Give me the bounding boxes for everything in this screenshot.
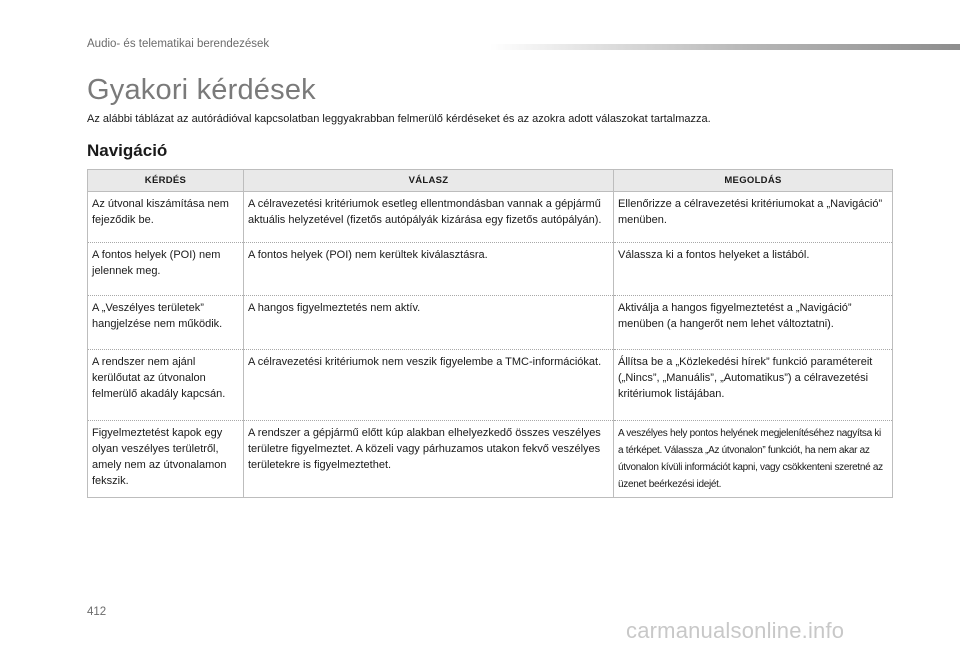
answer-cell: A rendszer a gépjármű előtt kúp alakban elhelyezkedő összes veszélyes területre figyelmeztet. A közeli vagy párhuzamos utakon fekvő veszélyes területekre is figyelmeztethet.	[244, 421, 614, 498]
page-title: Gyakori kérdések	[87, 74, 316, 106]
column-header-answer: VÁLASZ	[244, 170, 614, 192]
question-cell: A „Veszélyes területek” hangjelzése nem működik.	[88, 296, 244, 350]
table-row	[88, 296, 893, 350]
solution-cell: Aktiválja a hangos figyelmeztetést a „Navigáció” menüben (a hangerőt nem lehet változtatni).	[614, 296, 893, 350]
table-row	[88, 421, 893, 498]
answer-cell: A célravezetési kritériumok esetleg ellentmondásban vannak a gépjármű aktuális helyzetével (fizetős autópályák kizárása egy fizetős autópályán).	[244, 192, 614, 243]
faq-table	[87, 169, 893, 498]
section-title: Navigáció	[87, 141, 168, 160]
table-row	[88, 192, 893, 243]
answer-cell: A fontos helyek (POI) nem kerültek kiválasztásra.	[244, 243, 614, 296]
solution-cell: Válassza ki a fontos helyeket a listából.	[614, 243, 893, 296]
answer-cell: A hangos figyelmeztetés nem aktív.	[244, 296, 614, 350]
solution-cell: Ellenőrizze a célravezetési kritériumokat a „Navigáció” menüben.	[614, 192, 893, 243]
column-header-solution: MEGOLDÁS	[614, 170, 893, 192]
running-header: Audio- és telematikai berendezések	[87, 38, 270, 50]
header-gradient-bar	[490, 44, 960, 50]
table-header-row	[88, 170, 893, 192]
question-cell: Az útvonal kiszámítása nem fejeződik be.	[88, 192, 244, 243]
answer-cell: A célravezetési kritériumok nem veszik figyelembe a TMC-információkat.	[244, 350, 614, 421]
solution-cell: A veszélyes hely pontos helyének megjelenítéséhez nagyítsa ki a térképet. Válassza „Az útvonalon” funkciót, ha nem akar az útvonalon kívüli információt kapni, vagy csökkenteni szeretné az üzenet beérkezési idejét.	[614, 421, 893, 498]
column-header-question: KÉRDÉS	[88, 170, 244, 192]
question-cell: Figyelmeztetést kapok egy olyan veszélyes területről, amely nem az útvonalamon fekszik.	[88, 421, 244, 498]
table-row	[88, 243, 893, 296]
intro-paragraph: Az alábbi táblázat az autórádióval kapcsolatban leggyakrabban felmerülő kérdéseket és az azokra adott válaszokat tartalmazza.	[87, 113, 711, 125]
page-number: 412	[87, 606, 107, 618]
question-cell: A rendszer nem ajánl kerülőutat az útvonalon felmerülő akadály kapcsán.	[88, 350, 244, 421]
watermark: carmanualsonline.info	[626, 618, 845, 643]
table-row	[88, 350, 893, 421]
solution-cell: Állítsa be a „Közlekedési hírek” funkció paramétereit („Nincs”, „Manuális”, „Automatikus”) a célravezetési kritériumok listájában.	[614, 350, 893, 421]
question-cell: A fontos helyek (POI) nem jelennek meg.	[88, 243, 244, 296]
